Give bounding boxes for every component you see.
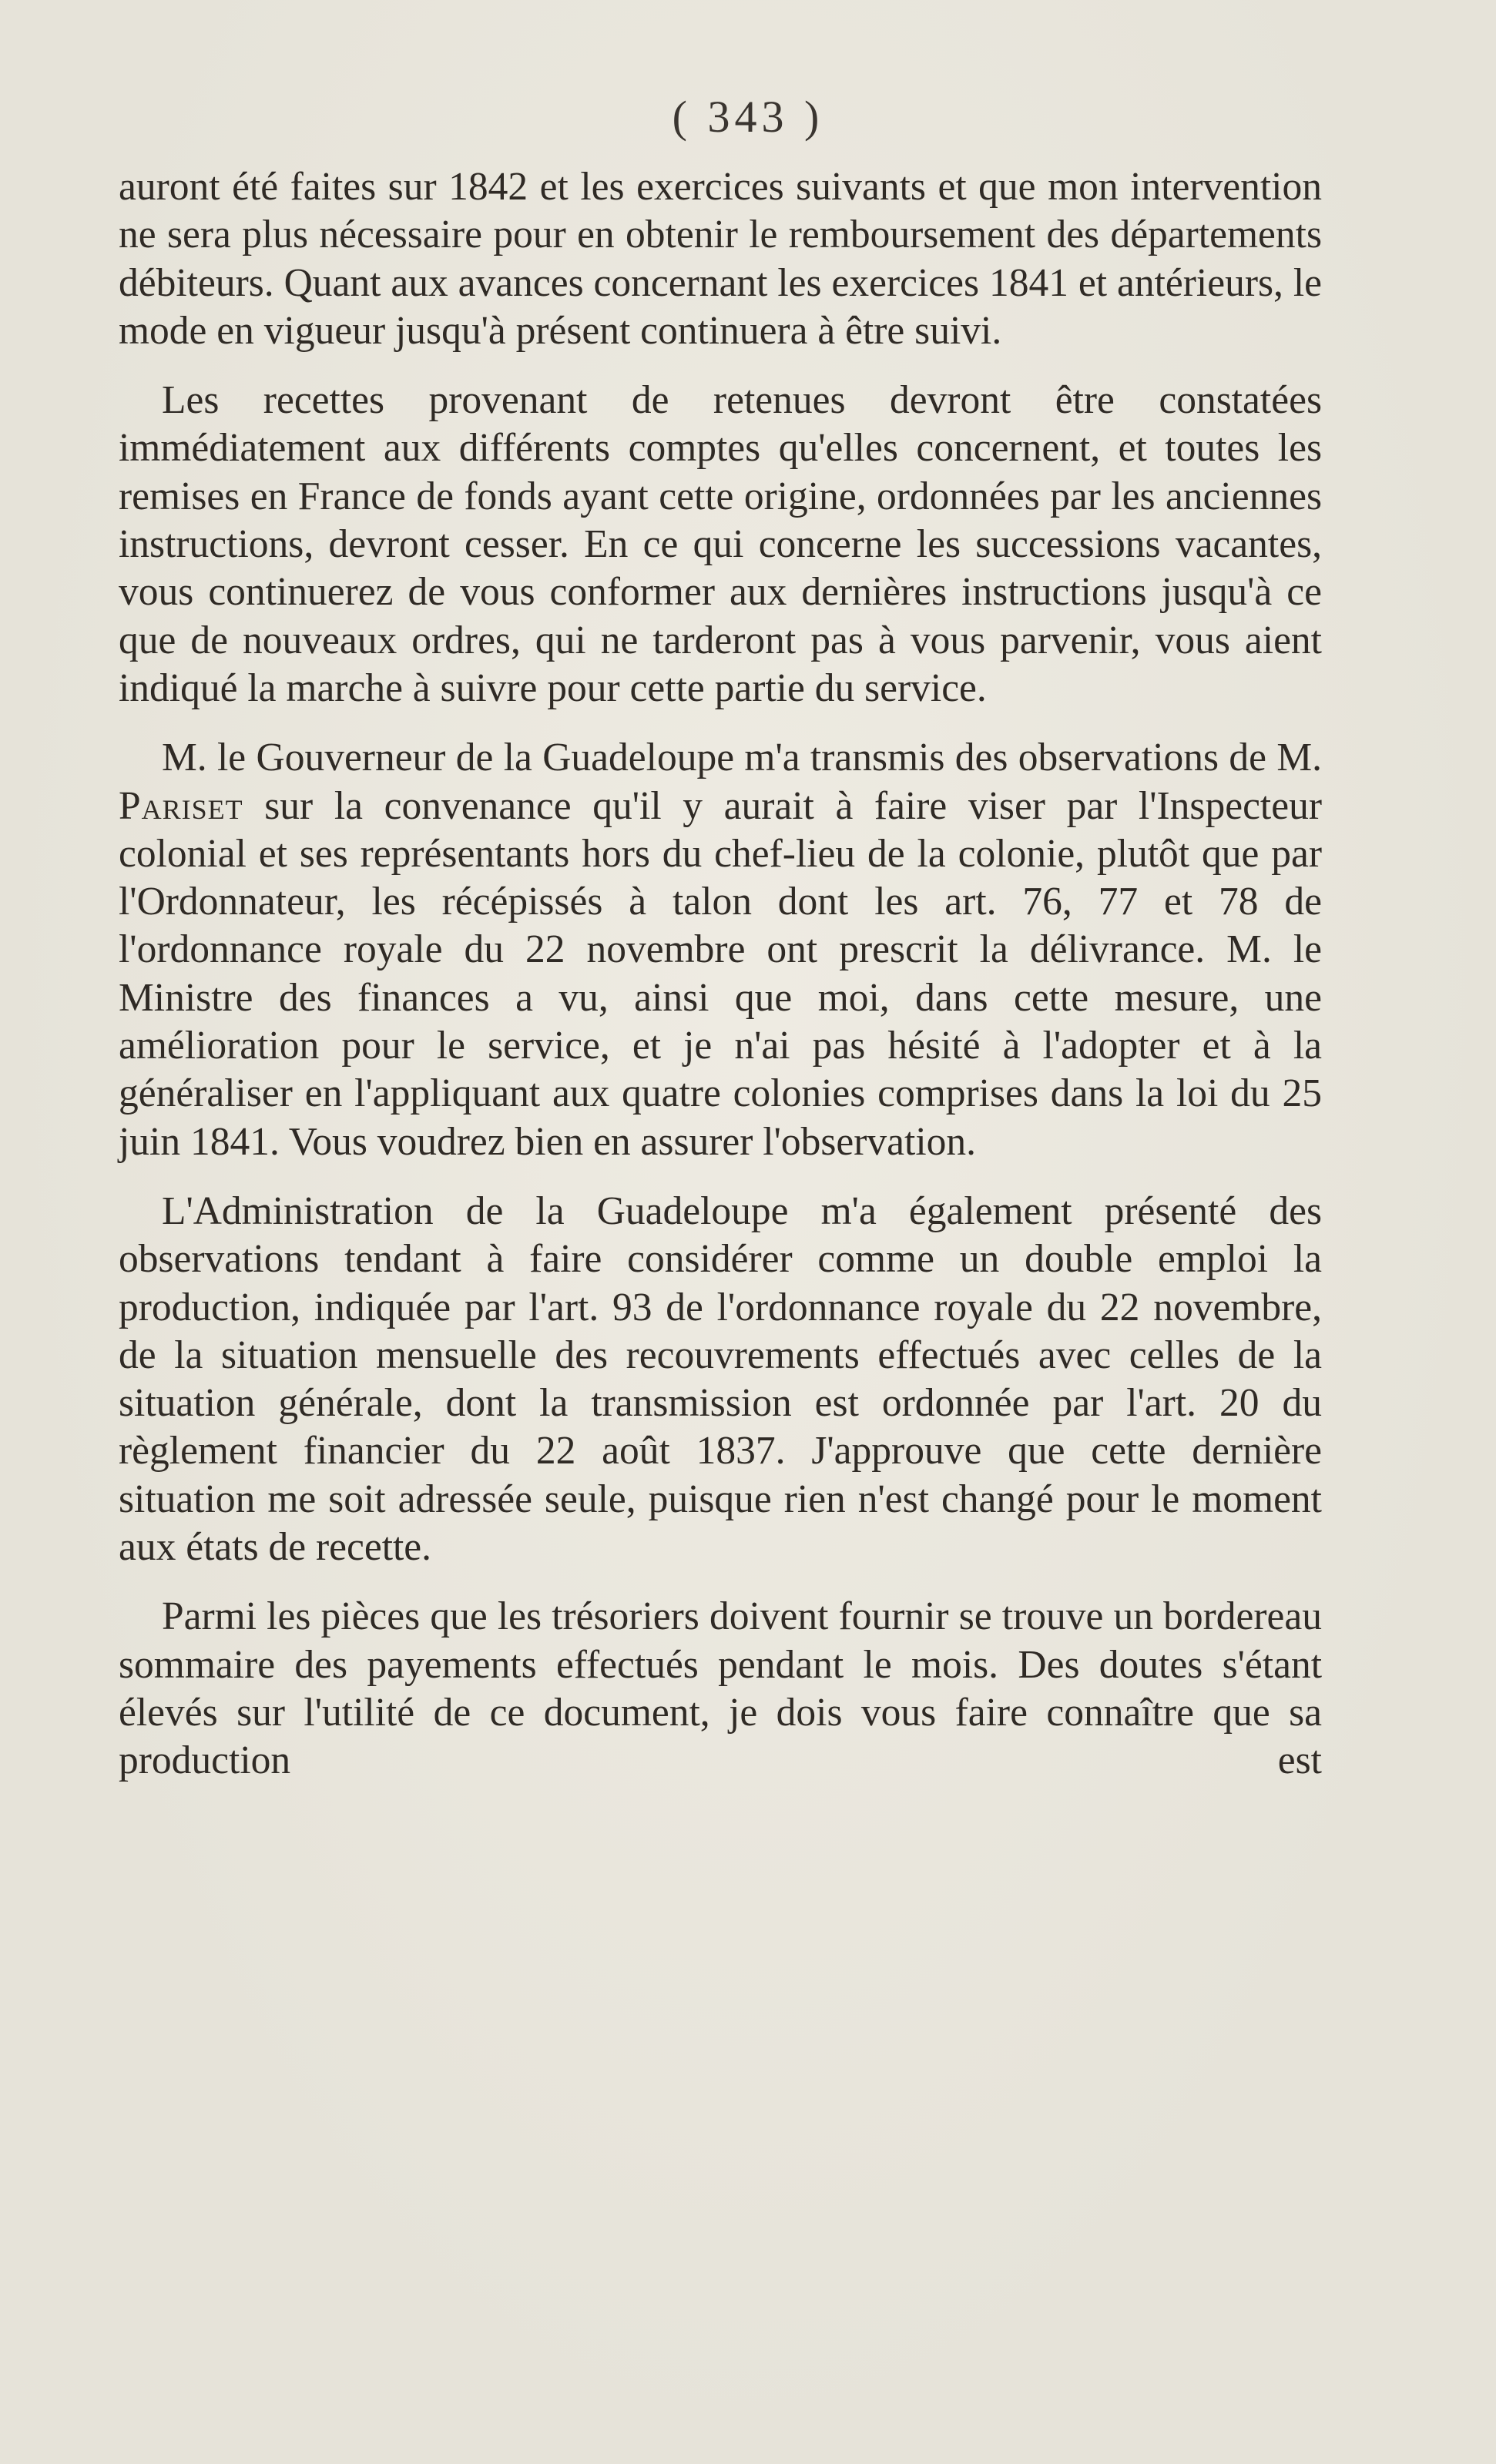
paragraph-5: Parmi les pièces que les trésoriers doivent fournir se trouve un bordereau sommaire des payements effectués pendant le mois. Des doutes s'étant élevés sur l'utilité de ce document, je dois vous faire connaître que sa production est (119, 1594, 1322, 1783)
paragraph-3-text-before: M. le Gouverneur de la Guadeloupe m'a transmis des observations de M. (162, 736, 1322, 780)
paragraph-3-text-after: sur la convenance qu'il y aurait à faire viser par l'Inspecteur colonial et ses représentants hors du chef-lieu de la colonie, plutôt que par l'Ordonnateur, les récépissés à talon dont les art. 76, 77 et 78 de l'ordonnance royale du 22 novembre ont prescrit la délivrance. M. le Ministre des finances a vu, ainsi que moi, dans cette mesure, une amélioration pour le service, et je n'ai pas hésité à l'adopter et à la généraliser en l'appliquant aux quatre colonies comprises dans la loi du 25 juin 1841. Vous voudrez bien en assurer l'observation. (119, 783, 1322, 1164)
person-name-pariset: Pariset (119, 783, 243, 828)
paragraph-1: auront été faites sur 1842 et les exercices suivants et que mon intervention ne sera plus nécessaire pour en obtenir le remboursement des départements débiteurs. Quant aux avances concernant les exercices 1841 et antérieurs, le mode en vigueur jusqu'à présent continuera à être suivi. (119, 165, 1322, 353)
page-number: ( 343 ) (672, 92, 824, 142)
paragraph-3 (119, 734, 1322, 1166)
body-text (119, 163, 1322, 1807)
paragraph-2: Les recettes provenant de retenues devront être constatées immédiatement aux différents comptes qu'elles concernent, et toutes les remises en France de fonds ayant cette origine, ordonnées par les anciennes instructions, devront cesser. En ce qui concerne les successions vacantes, vous continuerez de vous conformer aux dernières instructions jusqu'à ce que de nouveaux ordres, qui ne tarderont pas à vous parvenir, vous aient indiqué la marche à suivre pour cette partie du service. (119, 378, 1322, 710)
paragraph-4: L'Administration de la Guadeloupe m'a également présenté des observations tendant à faire considérer comme un double emploi la production, indiquée par l'art. 93 de l'ordonnance royale du 22 novembre, de la situation mensuelle des recouvrements effectués avec celles de la situation générale, dont la transmission est ordonnée par l'art. 20 du règlement financier du 22 août 1837. J'approuve que cette dernière situation me soit adressée seule, puisque rien n'est changé pour le moment aux états de recette. (119, 1188, 1322, 1570)
